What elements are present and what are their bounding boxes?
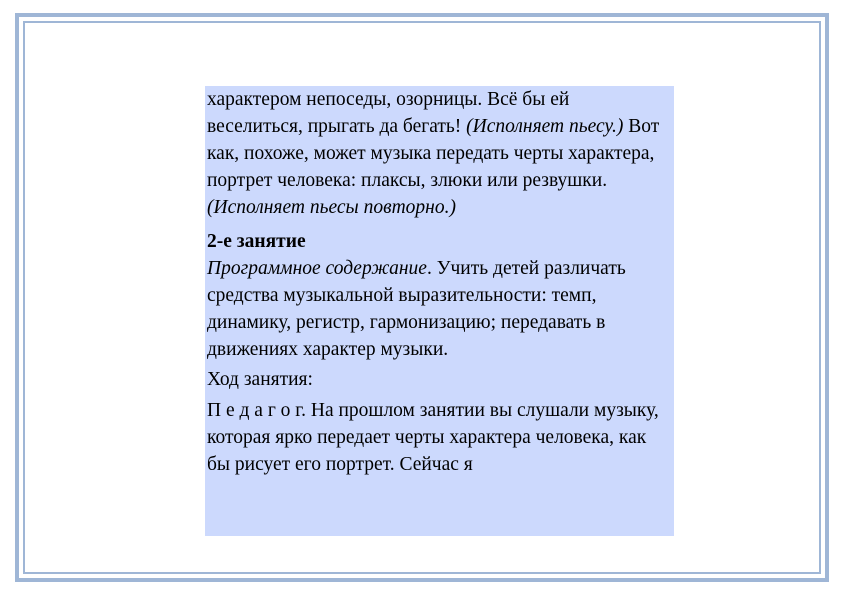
paragraph-story [207,86,670,221]
stage-direction-2: (Исполняет пьесы повторно.) [207,197,456,218]
text-block [205,86,674,536]
lesson-heading: 2-е занятие [207,231,306,252]
paragraph-lesson [207,228,670,363]
teacher-text: На прошлом занятии вы слушали музыку, которая ярко передает черты характера человека, как бы рисует его портрет. Сейчас я [207,400,659,475]
course-heading: Ход занятия: [207,369,313,390]
teacher-speaker: П е д а г о г. [207,400,306,421]
story-text-1: характером непоседы, озорницы. Всё бы ей веселиться, прыгать да бегать! [207,89,570,137]
paragraph-teacher [207,397,670,478]
stage-direction-1: (Исполняет пьесу.) [466,116,624,137]
program-text: . Учить детей различать средства музыкальной выразительности: темп, динамику, регистр, гармонизацию; передавать в движениях характер музыки. [207,258,626,360]
program-label: Программное содержание [207,258,427,279]
story-text-2: Вот как, похоже, может музыка передать черты характера, портрет человека: плаксы, злюки или резвушки. [207,116,660,191]
